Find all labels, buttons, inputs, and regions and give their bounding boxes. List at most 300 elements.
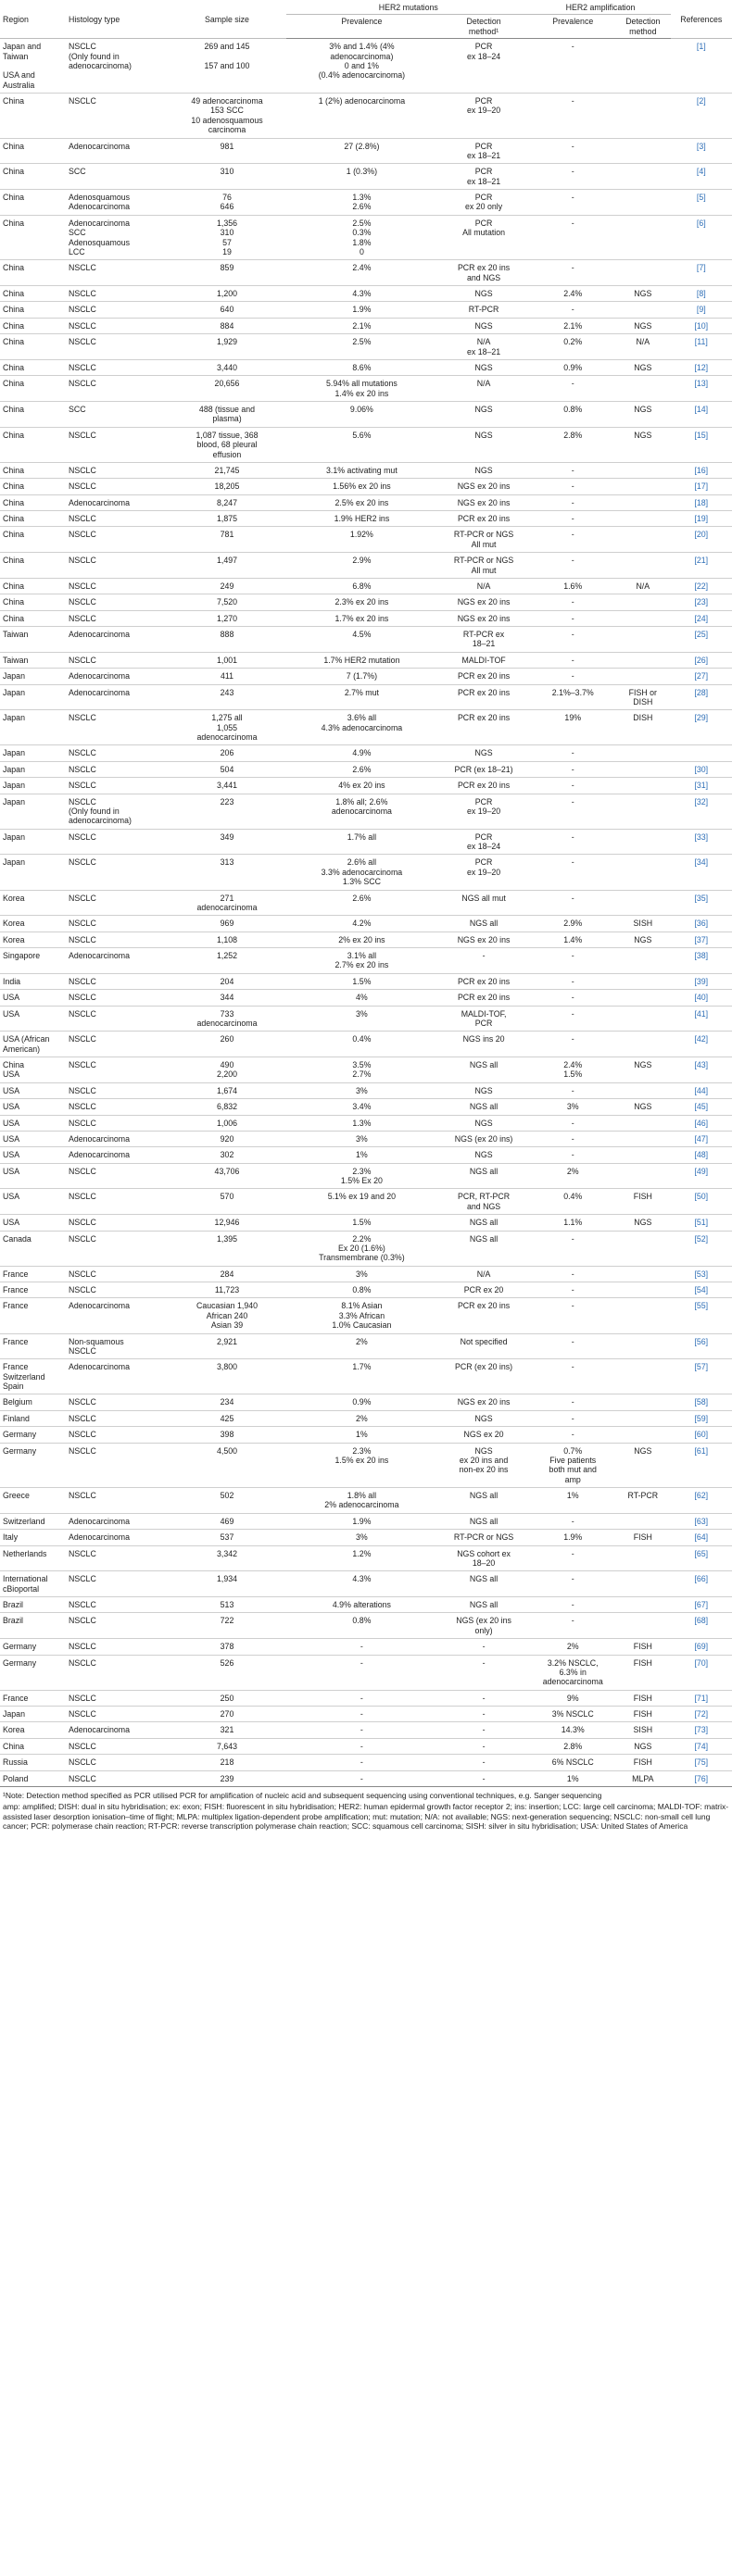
table-row <box>0 1613 732 1639</box>
cell-reference-link[interactable]: [35] <box>671 890 732 916</box>
cell-histology: SCC <box>66 164 168 190</box>
cell-region: Poland <box>0 1770 66 1786</box>
cell-amplification-method <box>615 890 671 916</box>
cell-region: USA <box>0 1163 66 1189</box>
cell-amplification-prevalence: - <box>530 527 615 553</box>
cell-region: China <box>0 260 66 286</box>
table-row <box>0 948 732 974</box>
cell-amplification-method: FISH <box>615 1530 671 1545</box>
cell-sample-size: 18,205 <box>168 479 286 494</box>
cell-mutation-prevalence: 3% <box>286 1131 437 1146</box>
cell-amplification-prevalence: - <box>530 190 615 216</box>
table-row <box>0 462 732 478</box>
cell-reference-link[interactable]: [47] <box>671 1131 732 1146</box>
cell-amplification-prevalence: 1% <box>530 1488 615 1514</box>
cell-region: International cBioportal <box>0 1571 66 1597</box>
cell-mutation-prevalence: 4% ex 20 ins <box>286 778 437 794</box>
cell-sample-size: 11,723 <box>168 1282 286 1298</box>
cell-amplification-prevalence: 2.1%–3.7% <box>530 684 615 710</box>
cell-reference-link[interactable]: [17] <box>671 479 732 494</box>
cell-reference-link[interactable]: [1] <box>671 39 732 94</box>
cell-amplification-method <box>615 215 671 260</box>
table-row <box>0 1427 732 1443</box>
cell-amplification-method: NGS <box>615 1215 671 1231</box>
cell-reference-link[interactable]: [37] <box>671 932 732 947</box>
cell-mutation-prevalence: 5.6% <box>286 427 437 462</box>
cell-mutation-method: RT-PCR <box>437 302 531 318</box>
cell-mutation-method: NGS <box>437 1115 531 1131</box>
cell-reference-link[interactable]: [73] <box>671 1722 732 1738</box>
cell-histology: NSCLC <box>66 1163 168 1189</box>
table-row <box>0 1639 732 1655</box>
cell-mutation-prevalence: 2.5% ex 20 ins <box>286 494 437 510</box>
cell-sample-size: 7,643 <box>168 1738 286 1754</box>
cell-mutation-prevalence: 1.5% <box>286 973 437 989</box>
cell-reference-link[interactable]: [58] <box>671 1394 732 1410</box>
cell-mutation-prevalence: 4% <box>286 990 437 1006</box>
cell-reference-link[interactable]: [29] <box>671 710 732 745</box>
cell-amplification-prevalence: 2.8% <box>530 427 615 462</box>
cell-reference-link[interactable]: [43] <box>671 1057 732 1083</box>
cell-histology: Adenocarcinoma <box>66 1147 168 1163</box>
cell-mutation-method: - <box>437 1770 531 1786</box>
cell-reference-link[interactable]: [7] <box>671 260 732 286</box>
cell-sample-size: 1,252 <box>168 948 286 974</box>
cell-reference-link[interactable]: [28] <box>671 684 732 710</box>
cell-mutation-method: NGS all <box>437 1215 531 1231</box>
cell-reference-link[interactable]: [57] <box>671 1359 732 1394</box>
cell-reference-link[interactable]: [4] <box>671 164 732 190</box>
cell-sample-size: 733 adenocarcinoma <box>168 1006 286 1032</box>
header-references: References <box>671 0 732 39</box>
cell-reference-link[interactable]: [68] <box>671 1613 732 1639</box>
cell-mutation-prevalence: 4.3% <box>286 286 437 302</box>
cell-region: China <box>0 215 66 260</box>
cell-amplification-method <box>615 1032 671 1057</box>
cell-reference-link[interactable]: [32] <box>671 794 732 829</box>
cell-amplification-method <box>615 1597 671 1613</box>
cell-sample-size: 781 <box>168 527 286 553</box>
cell-histology: Adenocarcinoma <box>66 684 168 710</box>
cell-amplification-prevalence: - <box>530 778 615 794</box>
cell-sample-size: 271 adenocarcinoma <box>168 890 286 916</box>
cell-amplification-method: NGS <box>615 402 671 428</box>
cell-reference-link[interactable]: [14] <box>671 402 732 428</box>
cell-reference-link[interactable]: [66] <box>671 1571 732 1597</box>
cell-amplification-method: NGS <box>615 1738 671 1754</box>
cell-mutation-prevalence: 7 (1.7%) <box>286 669 437 684</box>
cell-sample-size: 250 <box>168 1690 286 1706</box>
cell-sample-size: 504 <box>168 761 286 777</box>
cell-amplification-method <box>615 794 671 829</box>
table-row <box>0 1443 732 1488</box>
cell-reference-link[interactable]: [41] <box>671 1006 732 1032</box>
cell-amplification-prevalence: 3.2% NSCLC, 6.3% in adenocarcinoma <box>530 1655 615 1690</box>
cell-reference-link[interactable]: [20] <box>671 527 732 553</box>
cell-region: Japan <box>0 710 66 745</box>
cell-reference-link[interactable]: [74] <box>671 1738 732 1754</box>
cell-histology: NSCLC <box>66 479 168 494</box>
cell-amplification-method <box>615 855 671 890</box>
cell-reference-link[interactable]: [75] <box>671 1755 732 1770</box>
cell-mutation-method: NGS ex 20 ins <box>437 479 531 494</box>
cell-region: China <box>0 494 66 510</box>
cell-reference-link[interactable]: [22] <box>671 578 732 594</box>
cell-reference-link[interactable]: [40] <box>671 990 732 1006</box>
cell-amplification-method <box>615 1333 671 1359</box>
cell-reference-link[interactable]: [18] <box>671 494 732 510</box>
header-amplification-prevalence: Prevalence <box>530 15 615 39</box>
cell-amplification-prevalence: 0.2% <box>530 334 615 360</box>
cell-mutation-prevalence: 2.5% 0.3% 1.8% 0 <box>286 215 437 260</box>
cell-region: Finland <box>0 1410 66 1426</box>
cell-region: China <box>0 164 66 190</box>
cell-histology: NSCLC <box>66 1266 168 1282</box>
cell-sample-size: 1,395 <box>168 1231 286 1266</box>
cell-mutation-prevalence: 2% <box>286 1410 437 1426</box>
cell-histology: NSCLC <box>66 990 168 1006</box>
cell-amplification-prevalence: - <box>530 1513 615 1529</box>
cell-mutation-method: NGS ex 20 ins <box>437 1394 531 1410</box>
cell-mutation-prevalence: 1.3% <box>286 1115 437 1131</box>
cell-amplification-method <box>615 138 671 164</box>
cell-reference-link[interactable]: [70] <box>671 1655 732 1690</box>
cell-region: USA <box>0 1115 66 1131</box>
cell-sample-size: 3,342 <box>168 1545 286 1571</box>
cell-mutation-prevalence: 3% <box>286 1006 437 1032</box>
cell-mutation-method: NGS all <box>437 1231 531 1266</box>
cell-sample-size: 218 <box>168 1755 286 1770</box>
table-row <box>0 286 732 302</box>
cell-reference-link[interactable]: [53] <box>671 1266 732 1282</box>
cell-amplification-prevalence: - <box>530 511 615 527</box>
cell-amplification-prevalence: - <box>530 1032 615 1057</box>
cell-region: USA <box>0 990 66 1006</box>
cell-mutation-method: NGS all <box>437 1163 531 1189</box>
cell-histology: NSCLC <box>66 1545 168 1571</box>
table-row <box>0 1770 732 1786</box>
cell-mutation-method: NGS (ex 20 ins) <box>437 1131 531 1146</box>
cell-reference-link[interactable]: [56] <box>671 1333 732 1359</box>
table-row <box>0 669 732 684</box>
table-row <box>0 479 732 494</box>
table-row <box>0 1571 732 1597</box>
cell-mutation-method: NGS <box>437 402 531 428</box>
cell-amplification-prevalence: - <box>530 138 615 164</box>
table-row <box>0 1131 732 1146</box>
cell-amplification-prevalence: 2.1% <box>530 318 615 333</box>
cell-reference-link[interactable]: [67] <box>671 1597 732 1613</box>
cell-sample-size: 43,706 <box>168 1163 286 1189</box>
cell-region: USA <box>0 1082 66 1098</box>
cell-region: China <box>0 527 66 553</box>
cell-region: USA <box>0 1147 66 1163</box>
cell-reference-link[interactable]: [21] <box>671 553 732 579</box>
header-region: Region <box>0 0 66 39</box>
cell-mutation-prevalence: 1.7% ex 20 ins <box>286 610 437 626</box>
cell-reference-link[interactable]: [72] <box>671 1707 732 1722</box>
cell-amplification-prevalence: - <box>530 39 615 94</box>
cell-region: Japan <box>0 794 66 829</box>
table-row <box>0 1189 732 1215</box>
cell-mutation-prevalence: 1.7% HER2 mutation <box>286 652 437 668</box>
cell-reference-link[interactable]: [51] <box>671 1215 732 1231</box>
cell-amplification-prevalence: - <box>530 794 615 829</box>
cell-amplification-method <box>615 94 671 139</box>
cell-mutation-method: NGS ex 20 <box>437 1427 531 1443</box>
cell-amplification-method: NGS <box>615 1099 671 1115</box>
cell-reference-link[interactable]: [52] <box>671 1231 732 1266</box>
cell-histology: NSCLC <box>66 890 168 916</box>
cell-amplification-prevalence: - <box>530 829 615 855</box>
cell-reference-link[interactable]: [38] <box>671 948 732 974</box>
cell-sample-size: 859 <box>168 260 286 286</box>
cell-reference-link[interactable]: [25] <box>671 627 732 653</box>
cell-reference-link[interactable]: [19] <box>671 511 732 527</box>
table-row <box>0 39 732 94</box>
cell-sample-size: 1,875 <box>168 511 286 527</box>
cell-amplification-prevalence: 2.4% 1.5% <box>530 1057 615 1083</box>
cell-mutation-method: RT-PCR or NGS All mut <box>437 527 531 553</box>
cell-reference-link[interactable] <box>671 745 732 761</box>
cell-reference-link[interactable]: [45] <box>671 1099 732 1115</box>
cell-reference-link[interactable]: [48] <box>671 1147 732 1163</box>
table-row <box>0 1488 732 1514</box>
cell-mutation-method: - <box>437 1707 531 1722</box>
cell-reference-link[interactable]: [64] <box>671 1530 732 1545</box>
cell-reference-link[interactable]: [2] <box>671 94 732 139</box>
cell-amplification-prevalence: - <box>530 94 615 139</box>
cell-mutation-prevalence: 2.2% Ex 20 (1.6%) Transmembrane (0.3%) <box>286 1231 437 1266</box>
cell-histology: NSCLC <box>66 427 168 462</box>
cell-histology: NSCLC <box>66 829 168 855</box>
cell-histology: NSCLC <box>66 462 168 478</box>
cell-sample-size: 570 <box>168 1189 286 1215</box>
cell-mutation-method: RT-PCR or NGS <box>437 1530 531 1545</box>
cell-amplification-prevalence: - <box>530 1298 615 1333</box>
cell-reference-link[interactable]: [26] <box>671 652 732 668</box>
cell-reference-link[interactable]: [54] <box>671 1282 732 1298</box>
cell-sample-size: 884 <box>168 318 286 333</box>
cell-region: China <box>0 427 66 462</box>
cell-reference-link[interactable]: [16] <box>671 462 732 478</box>
cell-sample-size: 398 <box>168 1427 286 1443</box>
cell-reference-link[interactable]: [71] <box>671 1690 732 1706</box>
cell-amplification-prevalence: - <box>530 610 615 626</box>
table-row <box>0 932 732 947</box>
cell-reference-link[interactable]: [12] <box>671 359 732 375</box>
cell-amplification-method <box>615 594 671 610</box>
cell-histology: NSCLC <box>66 594 168 610</box>
cell-reference-link[interactable]: [59] <box>671 1410 732 1426</box>
cell-reference-link[interactable]: [30] <box>671 761 732 777</box>
cell-reference-link[interactable]: [33] <box>671 829 732 855</box>
table-row <box>0 684 732 710</box>
cell-amplification-method: DISH <box>615 710 671 745</box>
table-row <box>0 334 732 360</box>
table-row <box>0 260 732 286</box>
cell-amplification-method: SISH <box>615 1722 671 1738</box>
table-row <box>0 578 732 594</box>
method-note: ¹Note: Detection method specified as PCR utilised PCR for amplification of nucleic acid and subsequent sequencing using conventional techniques, e.g. Sanger sequencing <box>3 1790 602 1800</box>
cell-mutation-prevalence: 4.9% <box>286 745 437 761</box>
cell-amplification-prevalence: - <box>530 669 615 684</box>
cell-mutation-method: NGS all <box>437 1597 531 1613</box>
cell-histology: NSCLC <box>66 359 168 375</box>
cell-mutation-prevalence: 1.7% all <box>286 829 437 855</box>
cell-histology: Adenocarcinoma <box>66 1131 168 1146</box>
cell-histology: Adenocarcinoma <box>66 1298 168 1333</box>
cell-amplification-method <box>615 462 671 478</box>
cell-sample-size: 249 <box>168 578 286 594</box>
cell-reference-link[interactable]: [34] <box>671 855 732 890</box>
cell-histology: NSCLC <box>66 710 168 745</box>
cell-amplification-prevalence: - <box>530 1115 615 1131</box>
cell-reference-link[interactable]: [46] <box>671 1115 732 1131</box>
cell-reference-link[interactable]: [60] <box>671 1427 732 1443</box>
cell-sample-size: 239 <box>168 1770 286 1786</box>
cell-sample-size: 1,001 <box>168 652 286 668</box>
cell-region: USA <box>0 1189 66 1215</box>
cell-mutation-method: NGS <box>437 286 531 302</box>
cell-reference-link[interactable]: [31] <box>671 778 732 794</box>
cell-mutation-method: PCR ex 18–24 <box>437 39 531 94</box>
cell-mutation-prevalence: 4.2% <box>286 916 437 932</box>
cell-mutation-method: PCR All mutation <box>437 215 531 260</box>
cell-reference-link[interactable]: [10] <box>671 318 732 333</box>
cell-amplification-method: FISH <box>615 1707 671 1722</box>
table-row <box>0 1082 732 1098</box>
cell-sample-size: 3,440 <box>168 359 286 375</box>
cell-region: China <box>0 334 66 360</box>
cell-mutation-method: PCR ex 20 ins <box>437 973 531 989</box>
cell-amplification-prevalence: - <box>530 376 615 402</box>
cell-region: China <box>0 511 66 527</box>
cell-mutation-method: - <box>437 948 531 974</box>
cell-histology: NSCLC <box>66 511 168 527</box>
cell-mutation-method: N/A <box>437 376 531 402</box>
cell-amplification-method <box>615 1282 671 1298</box>
cell-reference-link[interactable]: [24] <box>671 610 732 626</box>
cell-reference-link[interactable]: [61] <box>671 1443 732 1488</box>
cell-amplification-prevalence: - <box>530 745 615 761</box>
header-her2-mutations: HER2 mutations <box>286 0 530 15</box>
table-row <box>0 1513 732 1529</box>
cell-reference-link[interactable]: [8] <box>671 286 732 302</box>
cell-reference-link[interactable]: [27] <box>671 669 732 684</box>
cell-amplification-prevalence: - <box>530 1613 615 1639</box>
table-row <box>0 652 732 668</box>
cell-histology: Adenocarcinoma <box>66 1513 168 1529</box>
cell-amplification-method <box>615 1545 671 1571</box>
cell-mutation-prevalence: 1.3% 2.6% <box>286 190 437 216</box>
cell-sample-size: 490 2,200 <box>168 1057 286 1083</box>
cell-reference-link[interactable]: [65] <box>671 1545 732 1571</box>
cell-histology: NSCLC <box>66 1443 168 1488</box>
cell-reference-link[interactable]: [11] <box>671 334 732 360</box>
cell-reference-link[interactable]: [50] <box>671 1189 732 1215</box>
cell-reference-link[interactable]: [23] <box>671 594 732 610</box>
cell-region: Brazil <box>0 1597 66 1613</box>
cell-mutation-method: PCR ex 20 <box>437 1282 531 1298</box>
cell-reference-link[interactable]: [6] <box>671 215 732 260</box>
cell-region: France <box>0 1690 66 1706</box>
cell-histology: NSCLC <box>66 1394 168 1410</box>
cell-region: China <box>0 302 66 318</box>
cell-amplification-prevalence: - <box>530 479 615 494</box>
cell-histology: NSCLC <box>66 916 168 932</box>
cell-sample-size: 313 <box>168 855 286 890</box>
cell-sample-size: 344 <box>168 990 286 1006</box>
cell-mutation-method: NGS (ex 20 ins only) <box>437 1613 531 1639</box>
cell-reference-link[interactable]: [15] <box>671 427 732 462</box>
table-row <box>0 973 732 989</box>
cell-reference-link[interactable]: [42] <box>671 1032 732 1057</box>
cell-region: Belgium <box>0 1394 66 1410</box>
cell-reference-link[interactable]: [55] <box>671 1298 732 1333</box>
cell-amplification-method: NGS <box>615 359 671 375</box>
cell-reference-link[interactable]: [3] <box>671 138 732 164</box>
cell-mutation-prevalence: - <box>286 1655 437 1690</box>
cell-reference-link[interactable]: [49] <box>671 1163 732 1189</box>
cell-sample-size: 4,500 <box>168 1443 286 1488</box>
cell-reference-link[interactable]: [5] <box>671 190 732 216</box>
cell-region: Russia <box>0 1755 66 1770</box>
cell-mutation-method: PCR ex 20 ins and NGS <box>437 260 531 286</box>
cell-amplification-prevalence: - <box>530 1333 615 1359</box>
cell-region: China <box>0 462 66 478</box>
cell-amplification-method: N/A <box>615 334 671 360</box>
cell-amplification-method <box>615 627 671 653</box>
cell-region: China <box>0 286 66 302</box>
cell-reference-link[interactable]: [39] <box>671 973 732 989</box>
cell-reference-link[interactable]: [44] <box>671 1082 732 1098</box>
cell-mutation-method: NGS <box>437 359 531 375</box>
cell-amplification-prevalence: - <box>530 215 615 260</box>
cell-region: Japan <box>0 778 66 794</box>
cell-mutation-prevalence: 2.4% <box>286 260 437 286</box>
cell-mutation-method: PCR ex 20 ins <box>437 990 531 1006</box>
cell-sample-size: 1,270 <box>168 610 286 626</box>
cell-mutation-prevalence: 3% <box>286 1266 437 1282</box>
cell-histology: NSCLC <box>66 1770 168 1786</box>
cell-sample-size: 6,832 <box>168 1099 286 1115</box>
cell-sample-size: 981 <box>168 138 286 164</box>
table-row <box>0 1266 732 1282</box>
cell-histology: NSCLC <box>66 286 168 302</box>
cell-mutation-prevalence: 27 (2.8%) <box>286 138 437 164</box>
cell-region: China USA <box>0 1057 66 1083</box>
cell-mutation-method: PCR (ex 18–21) <box>437 761 531 777</box>
cell-sample-size: 513 <box>168 1597 286 1613</box>
cell-reference-link[interactable]: [63] <box>671 1513 732 1529</box>
cell-amplification-method <box>615 302 671 318</box>
cell-reference-link[interactable]: [62] <box>671 1488 732 1514</box>
table-row <box>0 1298 732 1333</box>
cell-amplification-prevalence: 3% <box>530 1099 615 1115</box>
cell-amplification-method <box>615 553 671 579</box>
cell-reference-link[interactable]: [76] <box>671 1770 732 1786</box>
cell-amplification-method <box>615 973 671 989</box>
cell-sample-size: 469 <box>168 1513 286 1529</box>
cell-histology: NSCLC <box>66 1099 168 1115</box>
cell-reference-link[interactable]: [9] <box>671 302 732 318</box>
cell-mutation-method: NGS <box>437 1410 531 1426</box>
cell-reference-link[interactable]: [13] <box>671 376 732 402</box>
cell-sample-size: 269 and 145 157 and 100 <box>168 39 286 94</box>
cell-reference-link[interactable]: [69] <box>671 1639 732 1655</box>
cell-reference-link[interactable]: [36] <box>671 916 732 932</box>
